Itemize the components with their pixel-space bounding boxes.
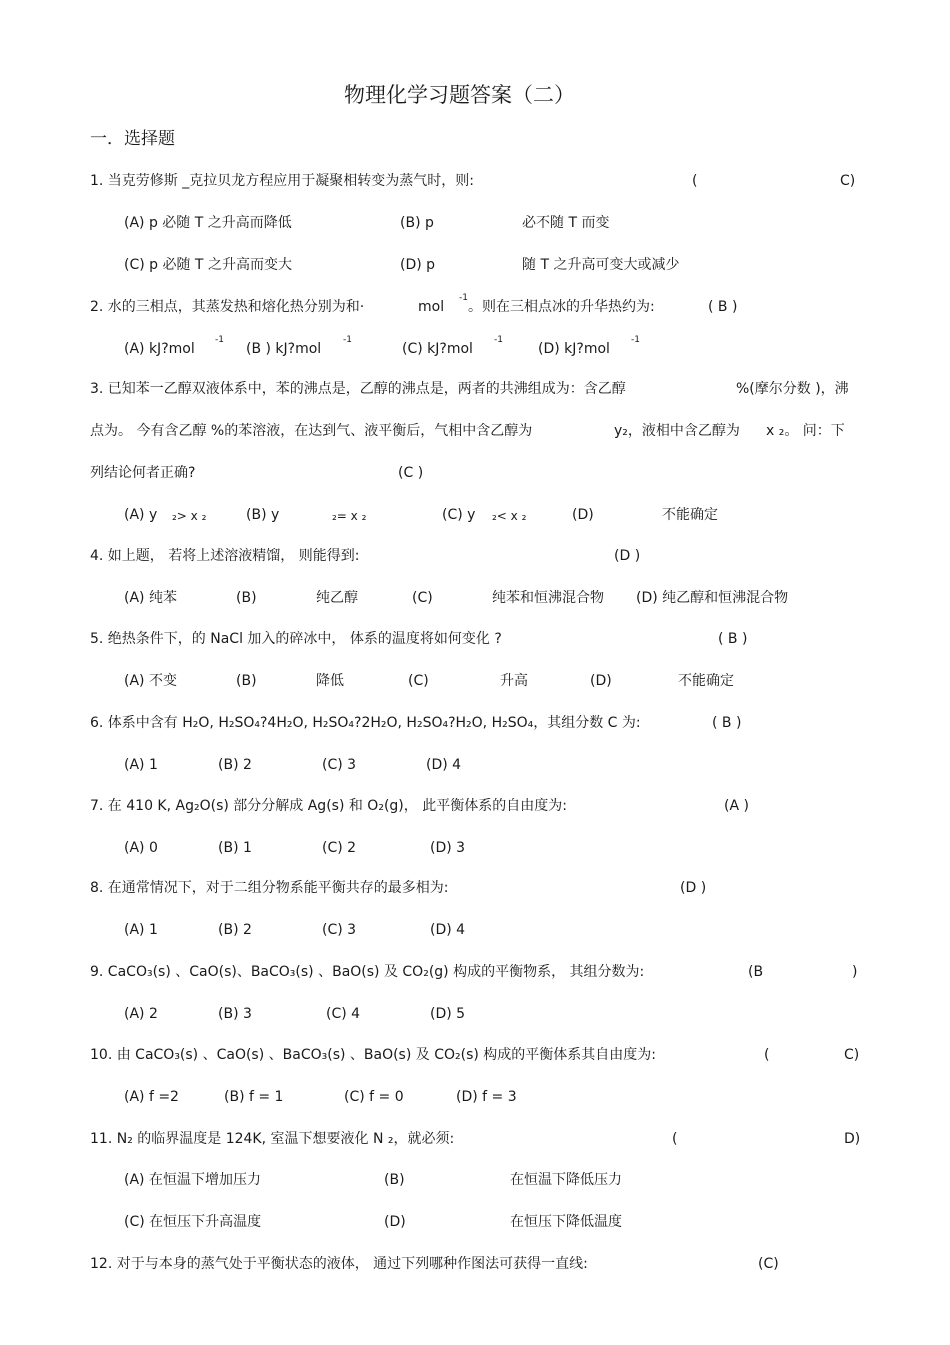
question-2-option-a: (A) kJ?mol [124, 341, 195, 357]
question-10-option-d: (D) f = 3 [456, 1089, 517, 1105]
question-8-option-a: (A) 1 [124, 922, 158, 938]
question-12-answer: (C) [758, 1256, 779, 1272]
page-title: 物理化学习题答案（二） [344, 83, 575, 107]
question-9-option-a: (A) 2 [124, 1006, 158, 1022]
question-3-line-2: 点为。 今有含乙醇 %的苯溶液，在达到气、液平衡后，气相中含乙醇为 [90, 423, 533, 439]
question-2-stem-rest: 。则在三相点冰的升华热约为: [468, 299, 655, 315]
question-6-option-a: (A) 1 [124, 757, 158, 773]
question-4-option-b-text: 纯乙醇 [316, 590, 358, 606]
question-3-line-1-end: %(摩尔分数 )，沸 [736, 381, 849, 397]
question-2-unit-exponent: -1 [459, 293, 468, 303]
question-5-option-b-text: 降低 [316, 673, 344, 689]
section-heading: 一．选择题 [90, 129, 175, 149]
question-3-option-a: (A) y [124, 507, 158, 523]
question-3-option-a-text: ₂> x ₂ [172, 509, 207, 523]
question-3-option-c-text: ₂< x ₂ [492, 509, 527, 523]
question-5-option-c: (C) [408, 673, 429, 689]
question-7-answer: (A ) [724, 798, 749, 814]
question-5-option-c-text: 升高 [500, 673, 528, 689]
question-12-stem: 12. 对于与本身的蒸气处于平衡状态的液体， 通过下列哪种作图法可获得一直线: [90, 1256, 588, 1272]
question-2-unit: mol [418, 299, 445, 315]
question-3-option-c: (C) y [442, 507, 476, 523]
question-11-answer: D) [844, 1131, 861, 1147]
question-9-stem: 9. CaCO₃(s) 、CaO(s)、BaCO₃(s) 、BaO(s) 及 CO₂(g) 构成的平衡物系， 其组分数为: [90, 964, 645, 980]
question-3-option-b-text: ₂= x ₂ [332, 509, 367, 523]
question-9-option-b: (B) 3 [218, 1006, 252, 1022]
question-4-option-b: (B) [236, 590, 257, 606]
question-5-answer: ( B ) [718, 631, 748, 647]
question-4-stem: 4. 如上题， 若将上述溶液精馏， 则能得到: [90, 548, 360, 564]
question-6-option-d: (D) 4 [426, 757, 462, 773]
question-6-stem: 6. 体系中含有 H₂O, H₂SO₄?4H₂O, H₂SO₄?2H₂O, H₂SO₄?H₂O, H₂SO₄，其组分数 C 为: [90, 715, 641, 731]
question-11-option-c: (C) 在恒压下升高温度 [124, 1214, 262, 1230]
question-4-option-c-text: 纯苯和恒沸混合物 [492, 590, 604, 606]
question-2-stem: 2. 水的三相点，其蒸发热和熔化热分别为和· [90, 299, 365, 315]
question-10-option-c: (C) f = 0 [344, 1089, 404, 1105]
question-3-option-d: (D) [572, 507, 594, 523]
question-4-answer: (D ) [614, 548, 641, 564]
question-5-option-b: (B) [236, 673, 257, 689]
question-7-option-c: (C) 2 [322, 840, 357, 856]
question-1-stem: 1. 当克劳修斯 _克拉贝龙方程应用于凝聚相转变为蒸气时，则: [90, 173, 474, 189]
question-4-option-a: (A) 纯苯 [124, 590, 177, 606]
question-3-option-d-text: 不能确定 [662, 507, 718, 523]
question-2-answer: ( B ) [708, 299, 738, 315]
question-3-answer: (C ) [398, 465, 424, 481]
question-9-option-d: (D) 5 [430, 1006, 466, 1022]
question-8-option-b: (B) 2 [218, 922, 252, 938]
question-5-option-a: (A) 不变 [124, 673, 177, 689]
question-1-option-d-text: 随 T 之升高可变大或减少 [522, 257, 680, 273]
question-2-option-c: (C) kJ?mol [402, 341, 473, 357]
question-11-stem: 11. N₂ 的临界温度是 124K, 室温下想要液化 N ₂，就必须: [90, 1131, 455, 1147]
question-4-option-d: (D) 纯乙醇和恒沸混合物 [636, 590, 789, 606]
question-3-line-1: 3. 已知苯一乙醇双液体系中，苯的沸点是，乙醇的沸点是，两者的共沸组成为：含乙醇 [90, 381, 626, 397]
question-10-stem: 10. 由 CaCO₃(s) 、CaO(s) 、BaCO₃(s) 、BaO(s) 及 CO₂(s) 构成的平衡体系其自由度为: [90, 1047, 657, 1063]
question-1-option-d: (D) p [400, 257, 436, 273]
question-11-option-d-text: 在恒压下降低温度 [510, 1214, 622, 1230]
question-5-option-d: (D) [590, 673, 612, 689]
question-7-option-a: (A) 0 [124, 840, 158, 856]
question-9-answer-close: ) [852, 964, 858, 980]
question-8-option-d: (D) 4 [430, 922, 466, 938]
question-10-answer: C) [844, 1047, 860, 1063]
question-3-line-3: 列结论何者正确? [90, 465, 196, 481]
question-7-option-d: (D) 3 [430, 840, 466, 856]
question-1-answer: C) [840, 173, 856, 189]
question-2-option-d-exponent: -1 [631, 335, 640, 345]
question-6-option-c: (C) 3 [322, 757, 357, 773]
question-9-option-c: (C) 4 [326, 1006, 361, 1022]
question-2-option-a-exponent: -1 [215, 335, 224, 345]
question-2-option-c-exponent: -1 [494, 335, 503, 345]
question-3-line-2-mid: y₂，液相中含乙醇为 [614, 423, 740, 439]
question-1-option-b: (B) p [400, 215, 434, 231]
question-11-option-a: (A) 在恒温下增加压力 [124, 1172, 261, 1188]
question-1-option-c: (C) p 必随 T 之升高而变大 [124, 257, 292, 273]
question-10-option-a: (A) f =2 [124, 1089, 179, 1105]
question-11-option-d: (D) [384, 1214, 406, 1230]
question-11-option-b-text: 在恒温下降低压力 [510, 1172, 622, 1188]
question-6-answer: ( B ) [712, 715, 742, 731]
question-7-stem: 7. 在 410 K, Ag₂O(s) 部分分解成 Ag(s) 和 O₂(g)， 此平衡体系的自由度为: [90, 798, 567, 814]
question-2-option-d: (D) kJ?mol [538, 341, 610, 357]
question-1-option-a: (A) p 必随 T 之升高而降低 [124, 215, 292, 231]
question-5-stem: 5. 绝热条件下，的 NaCl 加入的碎冰中， 体系的温度将如何变化 ? [90, 631, 502, 647]
question-3-option-b: (B) y [246, 507, 280, 523]
question-8-stem: 8. 在通常情况下，对于二组分物系能平衡共存的最多相为: [90, 880, 449, 896]
question-5-option-d-text: 不能确定 [678, 673, 734, 689]
question-9-answer: (B [748, 964, 764, 980]
question-2-option-b-exponent: -1 [343, 335, 352, 345]
question-1-option-b-text: 必不随 T 而变 [522, 215, 610, 231]
question-1-answer-open: ( [692, 173, 698, 189]
question-10-answer-open: ( [764, 1047, 770, 1063]
question-11-answer-open: ( [672, 1131, 678, 1147]
question-2-option-b: (B ) kJ?mol [246, 341, 322, 357]
question-4-option-c: (C) [412, 590, 433, 606]
question-7-option-b: (B) 1 [218, 840, 252, 856]
question-10-option-b: (B) f = 1 [224, 1089, 284, 1105]
question-8-answer: (D ) [680, 880, 707, 896]
question-8-option-c: (C) 3 [322, 922, 357, 938]
question-6-option-b: (B) 2 [218, 757, 252, 773]
question-11-option-b: (B) [384, 1172, 405, 1188]
question-3-line-2-end: x ₂。 问：下 [766, 423, 845, 439]
